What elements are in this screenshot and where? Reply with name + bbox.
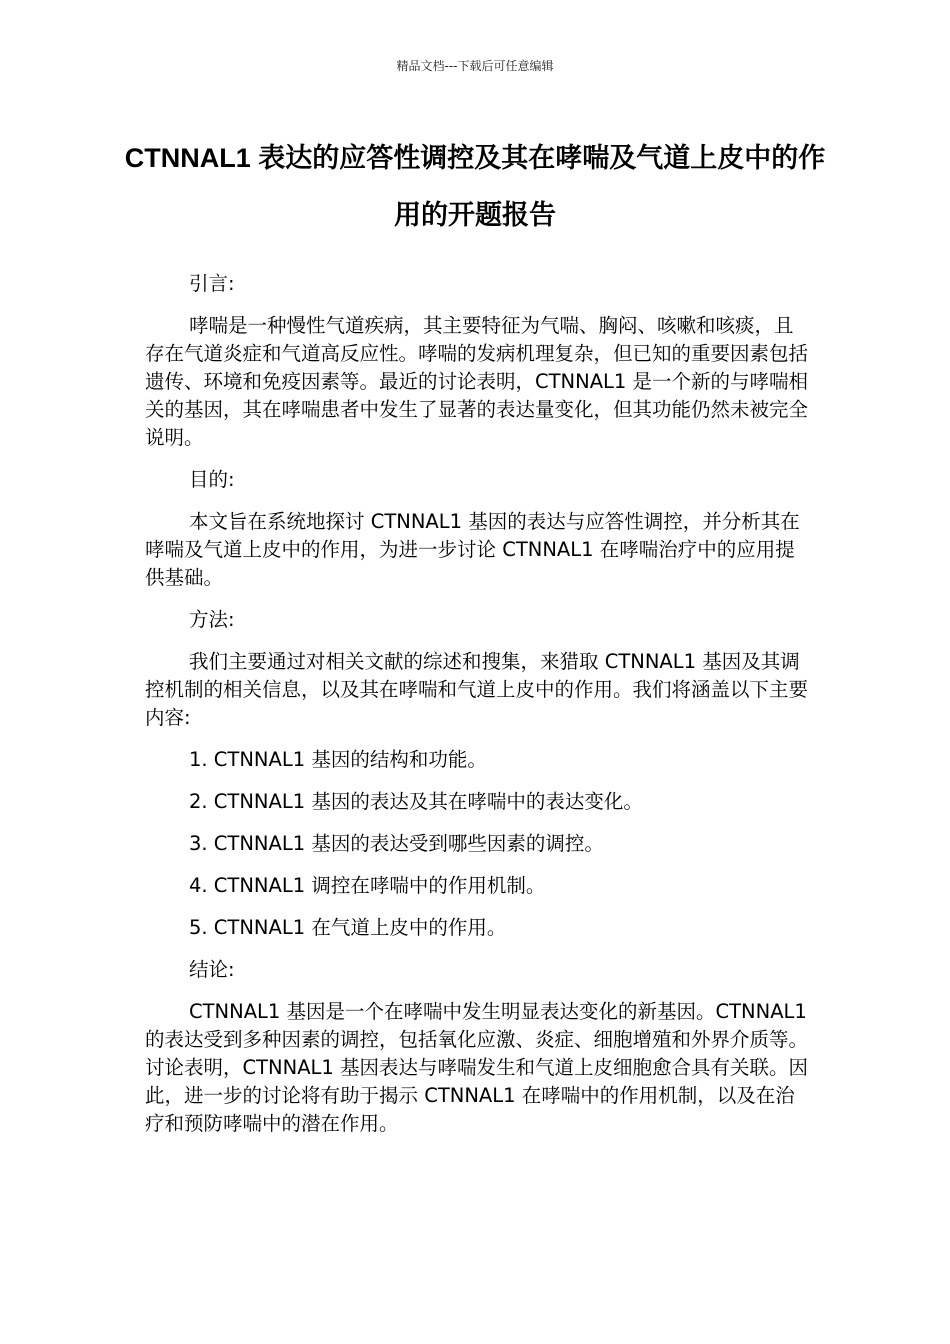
intro-label: 引言:: [189, 272, 235, 295]
conclusion-paragraph: CTNNAL1 基因是一个在哮喘中发生明显表达变化的新基因。CTNNAL1 的表达受到多种因素的调控，包括氧化应激、炎症、细胞增殖和外界介质等。讨论表明，CTNNAL1 基因表达与哮喘发生和气道上皮细胞愈合具有关联。因此，进一步的讨论将有助于揭示 CTNNAL1 在哮喘中的作用机制，以及在治疗和预防哮喘中的潜在作用。: [145, 1000, 809, 1135]
method-label: 方法:: [189, 608, 235, 631]
list-item: 4. CTNNAL1 调控在哮喘中的作用机制。: [189, 874, 546, 897]
purpose-label: 目的:: [189, 468, 235, 491]
list-item: 3. CTNNAL1 基因的表达受到哪些因素的调控。: [189, 832, 604, 855]
list-item: 2. CTNNAL1 基因的表达及其在哮喘中的表达变化。: [189, 790, 643, 813]
intro-paragraph: 哮喘是一种慢性气道疾病，其主要特征为气喘、胸闷、咳嗽和咳痰，且存在气道炎症和气道高反应性。哮喘的发病机理复杂，但已知的重要因素包括遗传、环境和免疫因素等。最近的讨论表明，CTNNAL1 是一个新的与哮喘相关的基因，其在哮喘患者中发生了显著的表达量变化，但其功能仍然未被完全说明。: [145, 314, 809, 449]
conclusion-label: 结论:: [189, 958, 235, 981]
method-paragraph: 我们主要通过对相关文献的综述和搜集，来猎取 CTNNAL1 基因及其调控机制的相关信息，以及其在哮喘和气道上皮中的作用。我们将涵盖以下主要内容:: [145, 650, 809, 729]
list-item: 1. CTNNAL1 基因的结构和功能。: [189, 748, 487, 771]
document-body: [145, 270, 810, 1152]
list-item: 5. CTNNAL1 在气道上皮中的作用。: [189, 916, 507, 939]
header-note: 精品文档---下载后可任意编辑: [396, 59, 554, 73]
document-title: CTNNAL1 表达的应答性调控及其在哮喘及气道上皮中的作用的开题报告: [124, 143, 826, 230]
purpose-paragraph: 本文旨在系统地探讨 CTNNAL1 基因的表达与应答性调控，并分析其在哮喘及气道上皮中的作用，为进一步讨论 CTNNAL1 在哮喘治疗中的应用提供基础。: [145, 510, 800, 589]
